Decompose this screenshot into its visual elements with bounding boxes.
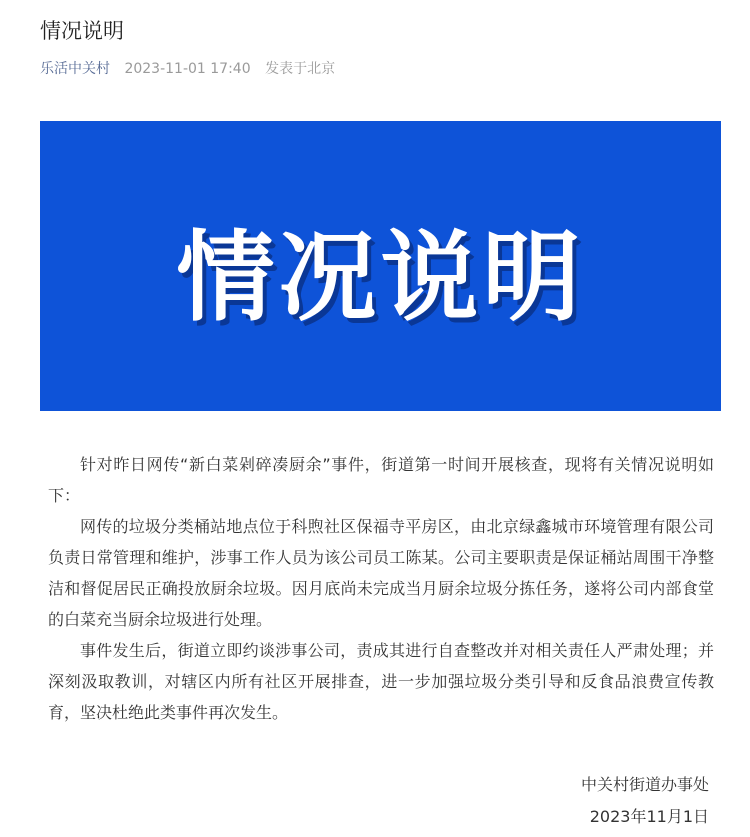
signature-date: 2023年11月1日 (589, 807, 709, 826)
article-title: 情况说明 (40, 19, 124, 43)
signature-block (581, 769, 709, 833)
article-body (48, 449, 714, 728)
banner-title-text: 情况说明 (176, 220, 585, 335)
body-paragraph-intro: 针对昨日网传“新白菜剁碎凑厨余”事件，街道第一时间开展核查，现将有关情况说明如下： (48, 455, 714, 505)
body-paragraph-details: 网传的垃圾分类桶站地点位于科煦社区保福寺平房区，由北京绿鑫城市环境管理有限公司负责日常管理和维护，涉事工作人员为该公司员工陈某。公司主要职责是保证桶站周围干净整洁和督促居民正确投放厨余垃圾。因月底尚未完成当月厨余垃圾分拣任务，遂将公司内部食堂的白菜充当厨余垃圾进行处理。 (48, 517, 714, 629)
publish-location: 发表于北京 (265, 61, 336, 77)
publish-time: 2023-11-01 17:40 (124, 61, 251, 77)
title-banner-image (40, 121, 721, 411)
article-meta (40, 58, 335, 80)
body-paragraph-actions: 事件发生后，街道立即约谈涉事公司，责成其进行自查整改并对相关责任人严肃处理；并深刻汲取教训，对辖区内所有社区开展排查，进一步加强垃圾分类引导和反食品浪费宣传教育，坚决杜绝此类事件再次发生。 (48, 641, 714, 722)
account-name-link[interactable]: 乐活中关村 (40, 61, 110, 77)
signature-organization: 中关村街道办事处 (580, 775, 709, 794)
